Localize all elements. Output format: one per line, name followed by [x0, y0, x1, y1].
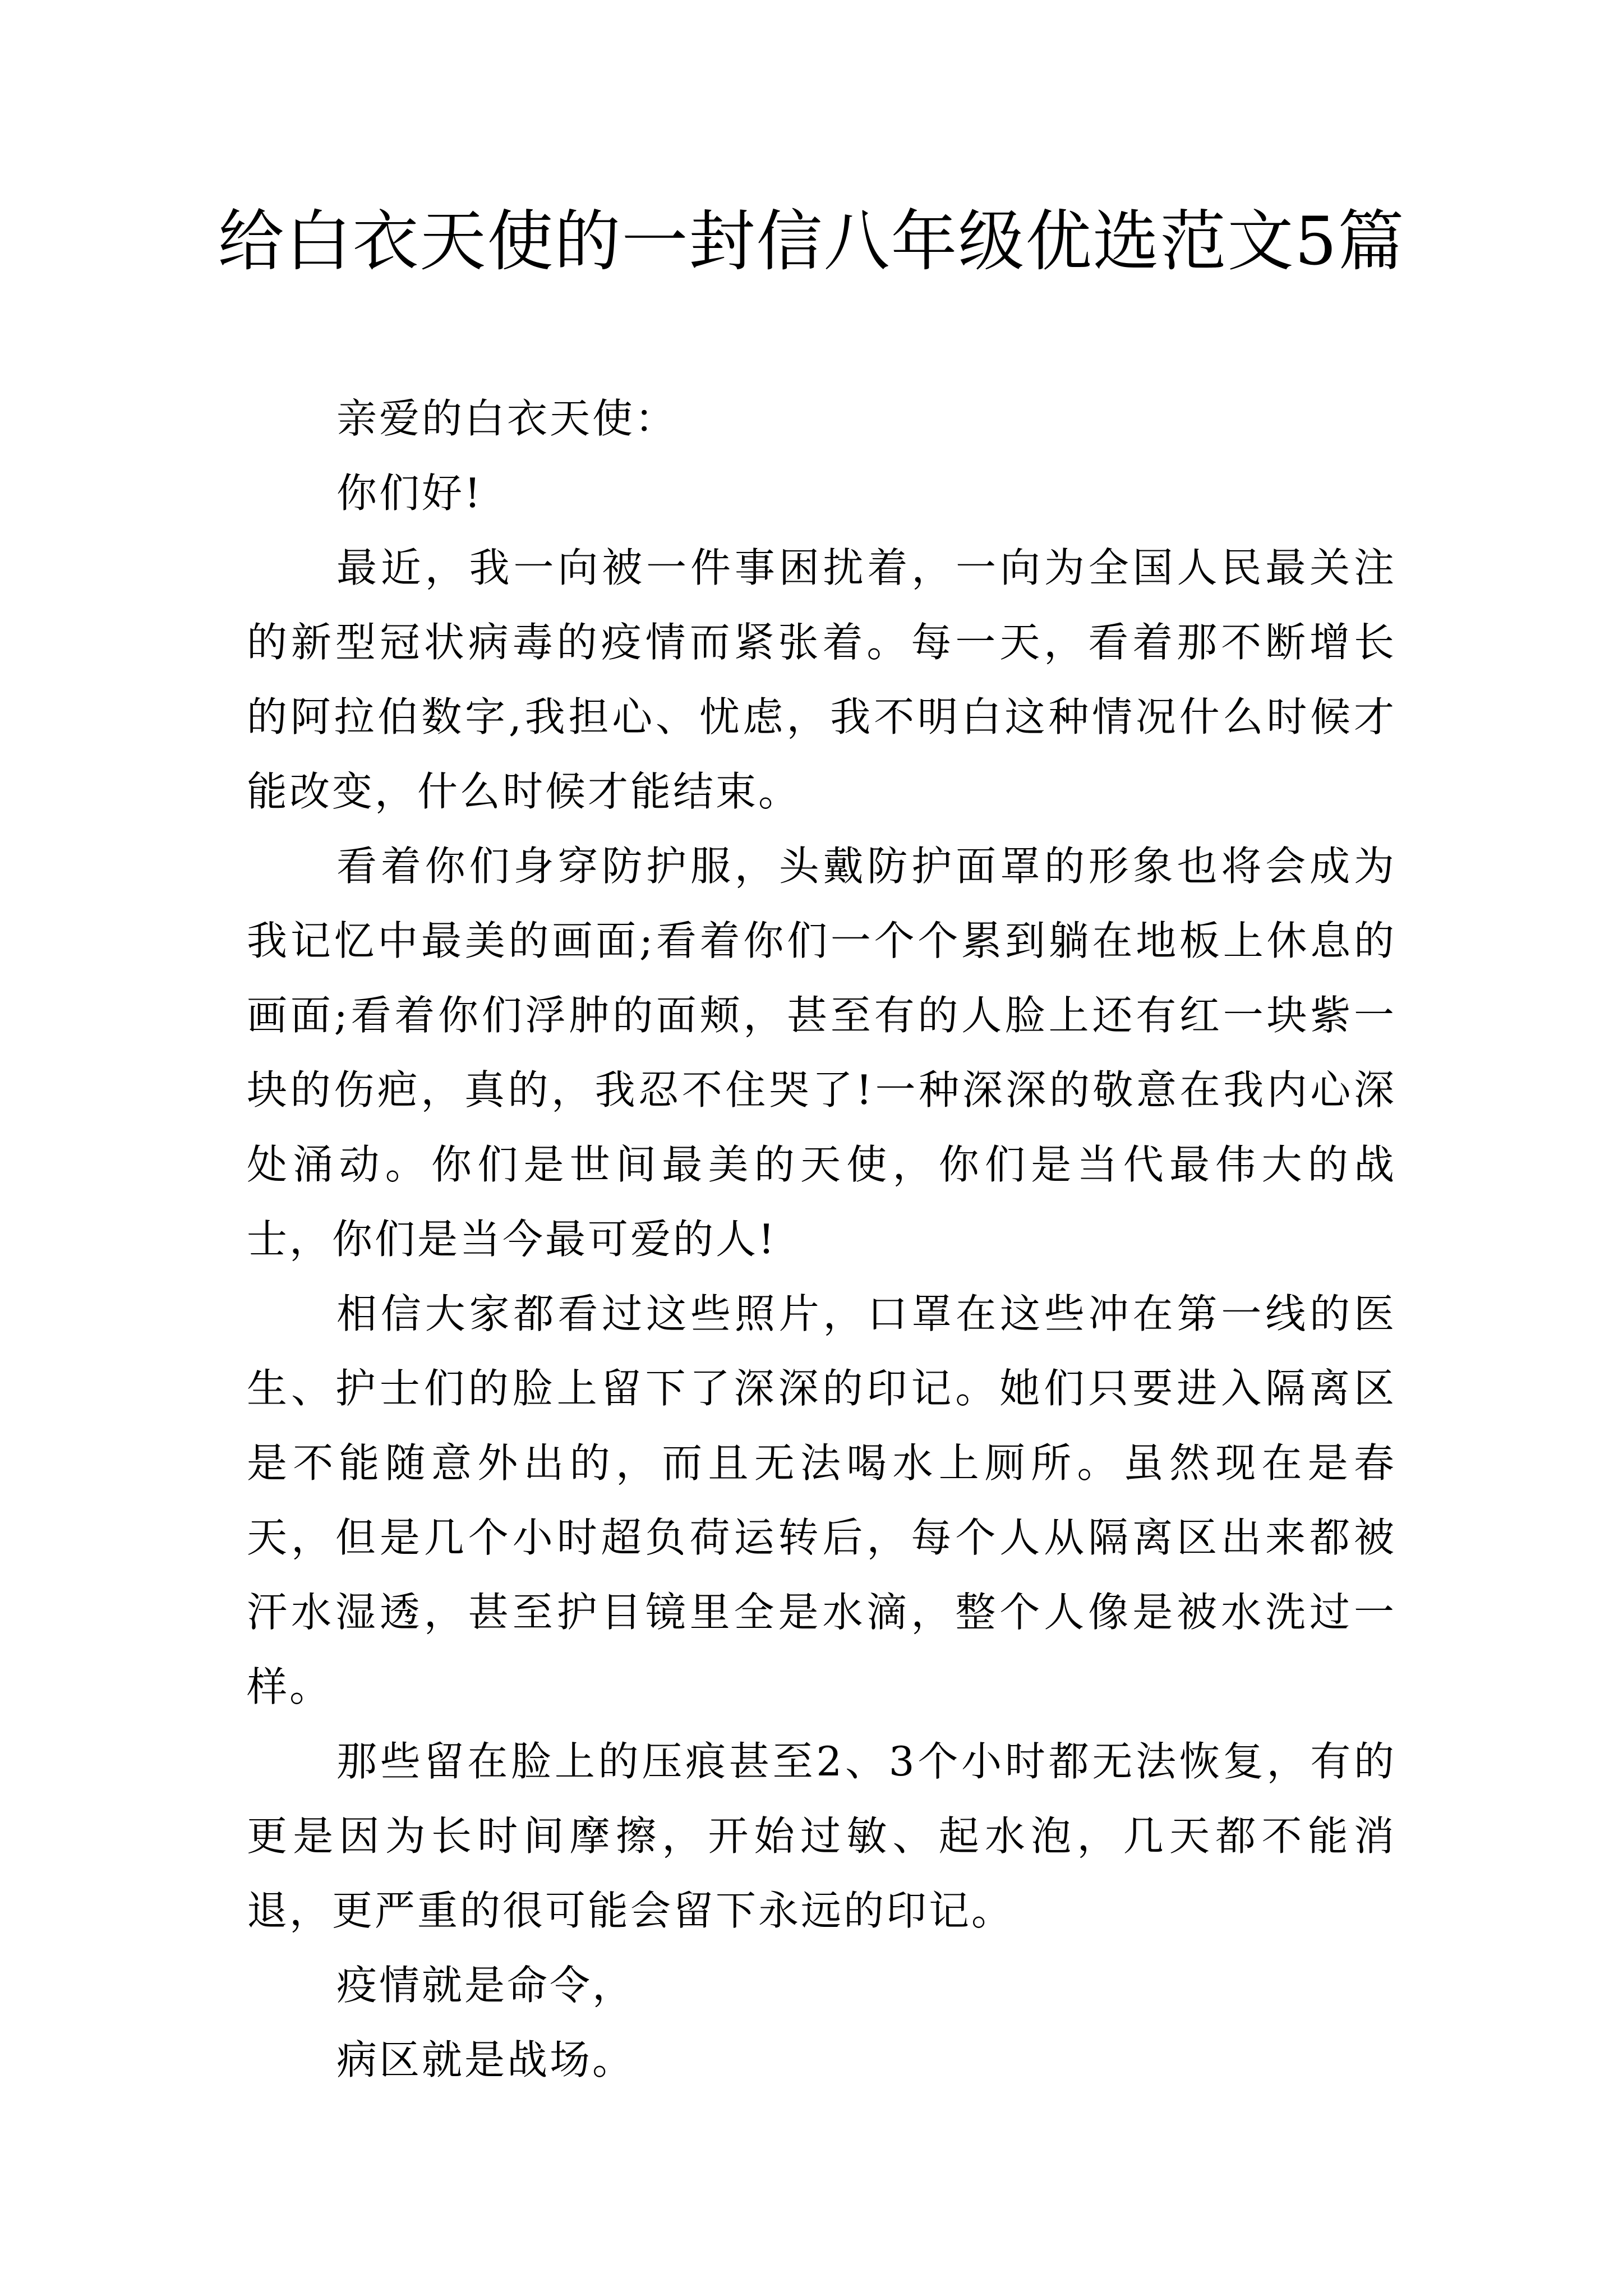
paragraph: 相信大家都看过这些照片，口罩在这些冲在第一线的医生、护士们的脸上留下了深深的印记。她们只要进入隔离区是不能随意外出的，而且无法喝水上厕所。虽然现在是春天，但是几个小时超负荷运转后，每个人从隔离区出来都被汗水湿透，甚至护目镜里全是水滴，整个人像是被水洗过一样。 [247, 1290, 1396, 1710]
paragraph: 病区就是战场。 [336, 2036, 635, 2083]
paragraph: 最近，我一向被一件事困扰着，一向为全国人民最关注的新型冠状病毒的疫情而紧张着。每一天，看着那不断增长的阿拉伯数字,我担心、忧虑，我不明白这种情况什么时候才能改变，什么时候才能结束。 [247, 544, 1396, 815]
document-title: 给白衣天使的一封信八年级优选范文5篇 [218, 203, 1405, 280]
document-body [247, 381, 1396, 2097]
paragraph-greeting: 你们好! [336, 470, 483, 517]
paragraph: 疫情就是命令， [336, 1962, 635, 2009]
paragraph: 那些留在脸上的压痕甚至2、3个小时都无法恢复，有的更是因为长时间摩擦，开始过敏、起水泡，几天都不能消退，更严重的很可能会留下永远的印记。 [247, 1738, 1396, 1934]
paragraph: 看着你们身穿防护服，头戴防护面罩的形象也将会成为我记忆中最美的画面;看着你们一个个累到躺在地板上休息的画面;看着你们浮肿的面颊，甚至有的人脸上还有红一块紫一块的伤疤，真的，我忍不住哭了!一种深深的敬意在我内心深处涌动。你们是世间最美的天使，你们是当代最伟大的战士，你们是当今最可爱的人! [247, 843, 1396, 1263]
paragraph-salutation: 亲爱的白衣天使： [336, 395, 678, 442]
